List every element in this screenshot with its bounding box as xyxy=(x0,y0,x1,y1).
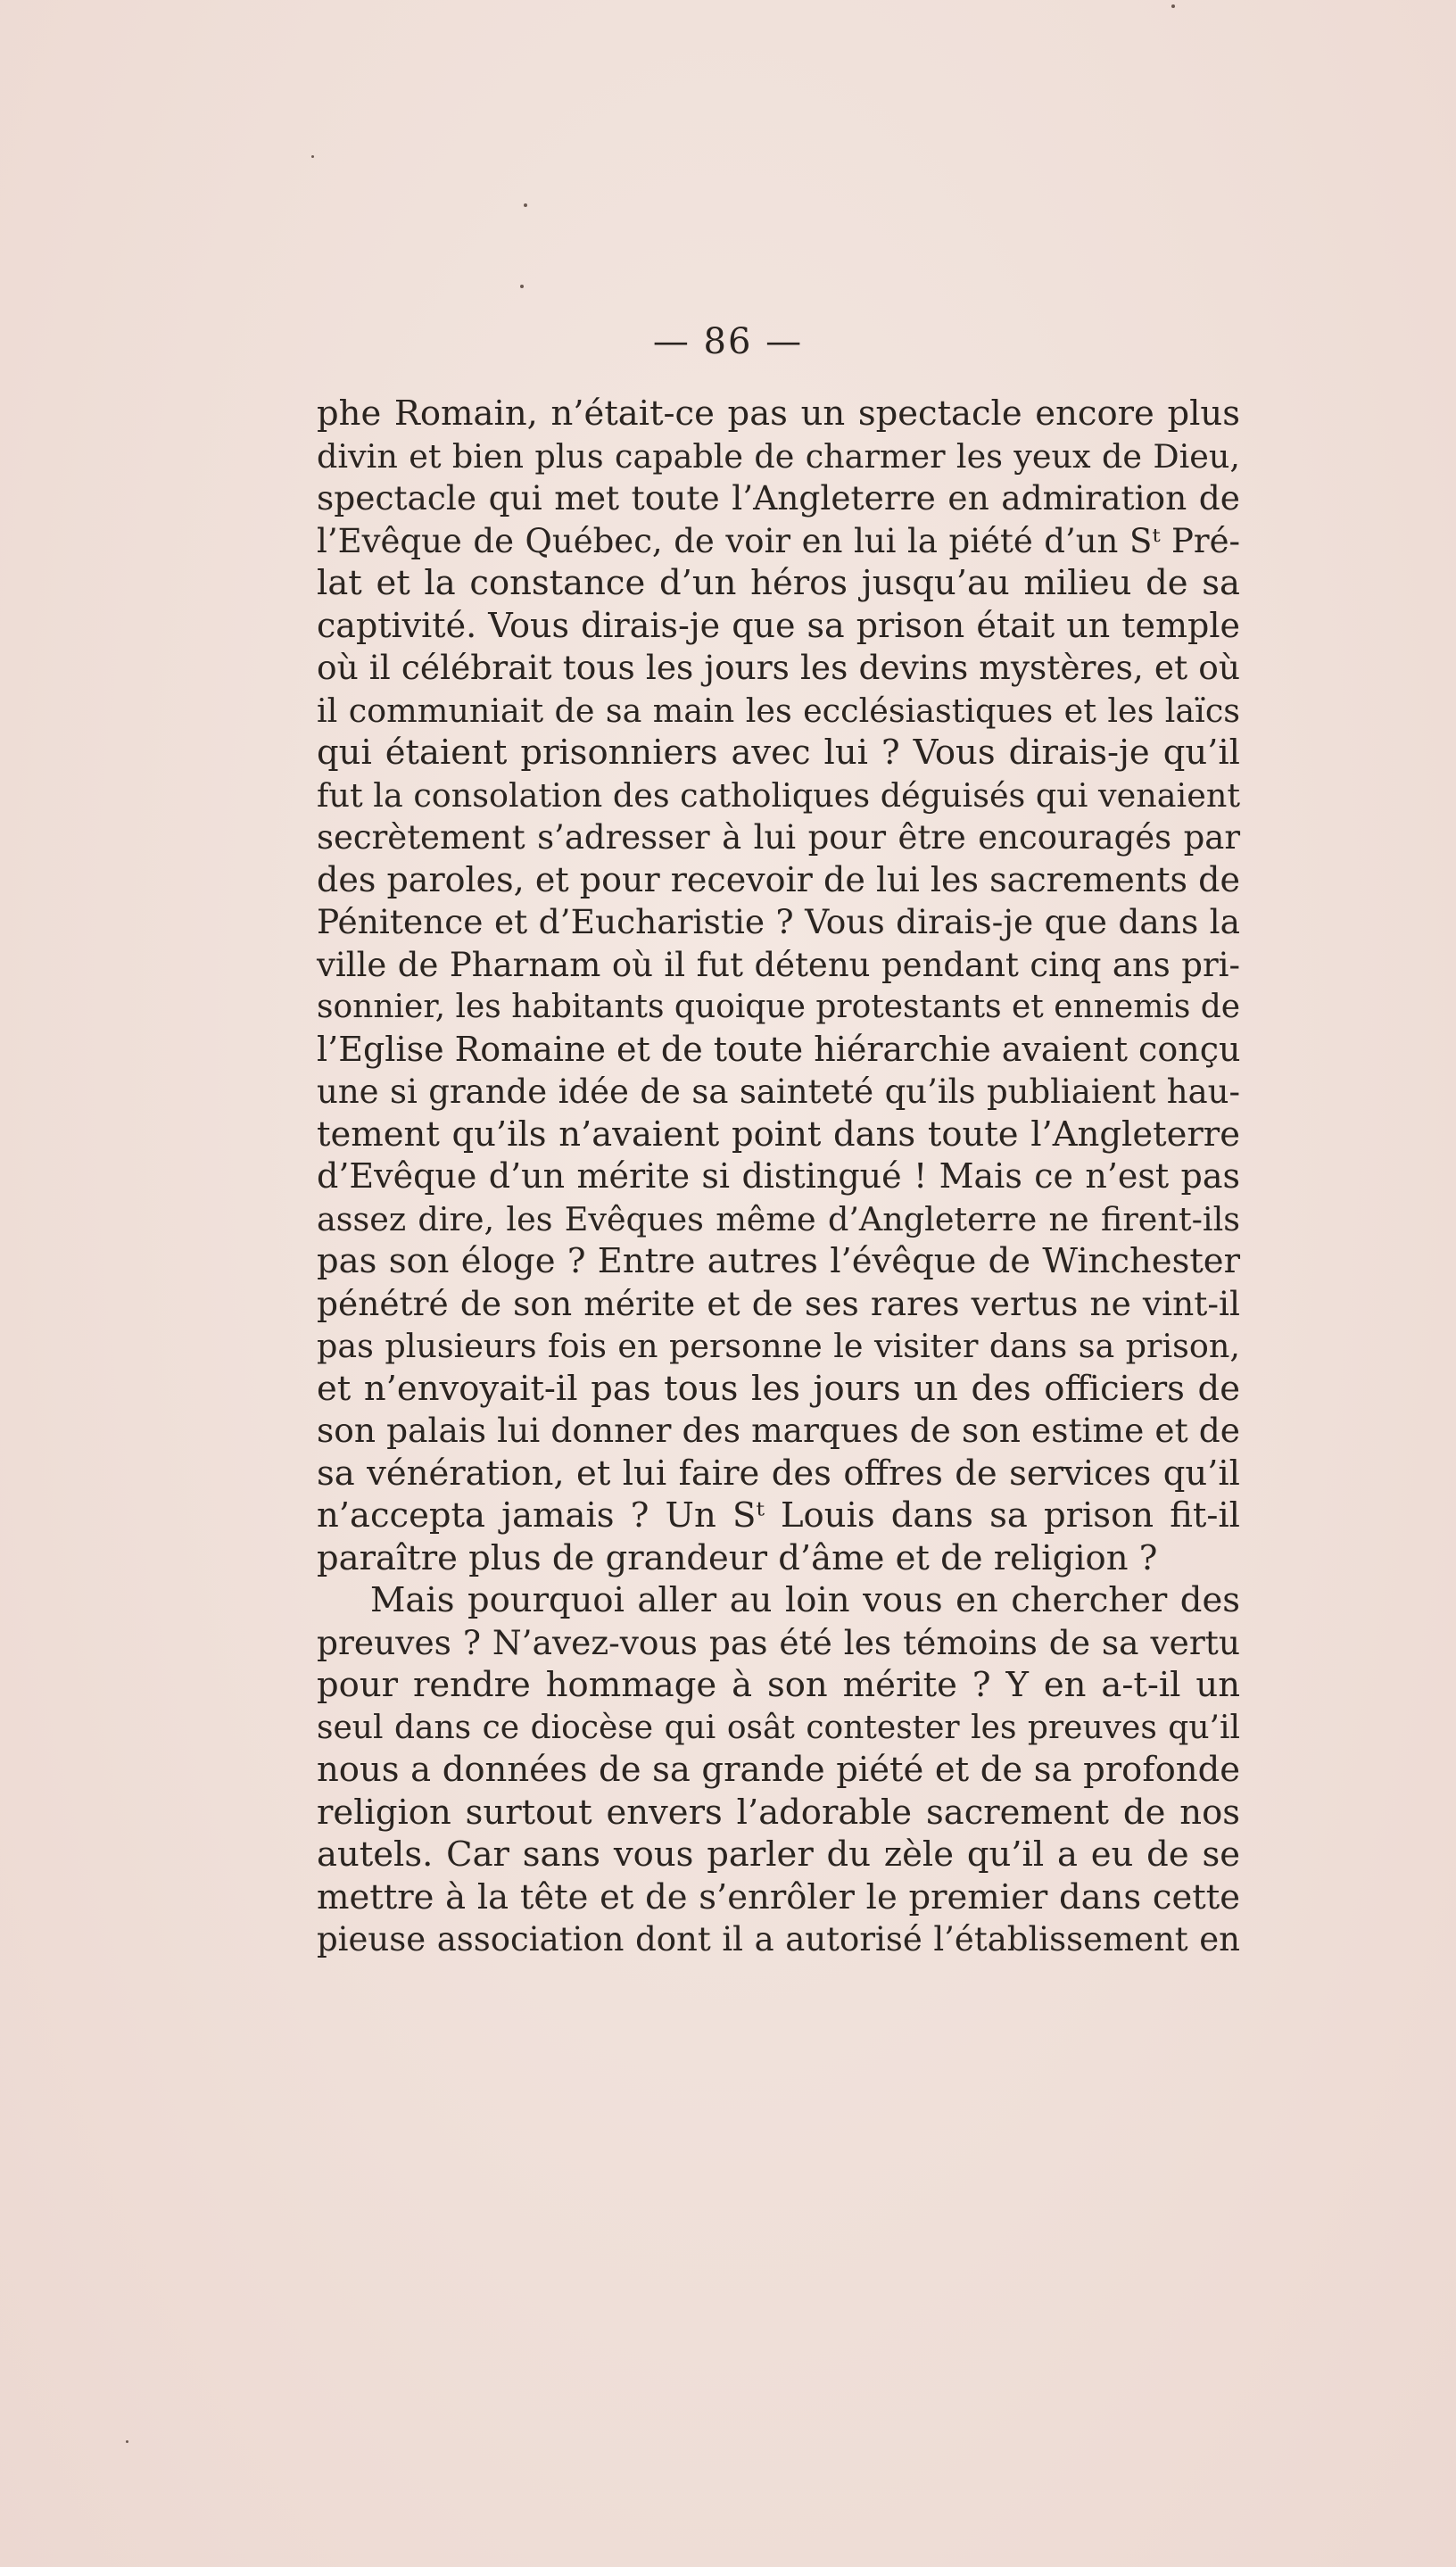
text-line: captivité. Vous dirais-je que sa prison était un temple xyxy=(317,605,1240,645)
text-line: pénétré de son mérite et de ses rares vertus ne vint-il xyxy=(317,1283,1240,1323)
text-line: paraître plus de grandeur d’âme et de religion ? xyxy=(317,1537,1158,1578)
text-line: et n’envoyait-il pas tous les jours un des officiers de xyxy=(317,1368,1240,1409)
text-line: religion surtout envers l’adorable sacrement de nos xyxy=(317,1792,1240,1833)
text-line: lat et la constance d’un héros jusqu’au milieu de sa xyxy=(317,563,1240,603)
paper-speck xyxy=(1171,4,1175,8)
text-line: preuves ? N’avez-vous pas été les témoins de sa vertu xyxy=(317,1622,1240,1662)
text-line: où il célébrait tous les jours les devins mystères, et où xyxy=(317,648,1240,687)
text-line: pour rendre hommage à son mérite ? Y en a-t-il un xyxy=(317,1665,1240,1705)
text-line: sonnier, les habitants quoique protestants et ennemis de xyxy=(317,989,1241,1025)
text-line: son palais lui donner des marques de son estime et de xyxy=(317,1411,1240,1450)
text-line: n’accepta jamais ? Un Sᵗ Louis dans sa prison fit-il xyxy=(317,1495,1240,1536)
text-line: fut la consolation des catholiques déguisés qui venaient xyxy=(317,775,1240,815)
text-line: Mais pourquoi aller au loin vous en chercher des xyxy=(370,1580,1240,1620)
text-line: pieuse association dont il a autorisé l’établissement en xyxy=(317,1920,1240,1958)
text-line: d’Evêque d’un mérite si distingué ! Mais ce n’est pas xyxy=(317,1156,1240,1196)
text-line: il communiait de sa main les ecclésiastiques et les laïcs xyxy=(317,691,1240,730)
text-line: ville de Pharnam où il fut détenu pendant cinq ans pri- xyxy=(317,945,1240,984)
text-line: tement qu’ils n’avaient point dans toute l’Angleterre xyxy=(317,1114,1240,1155)
text-line: l’Eglise Romaine et de toute hiérarchie avaient conçu xyxy=(317,1029,1241,1069)
text-line: Pénitence et d’Eucharistie ? Vous dirais-je que dans la xyxy=(317,902,1240,941)
text-line: phe Romain, n’était-ce pas un spectacle encore plus xyxy=(317,393,1240,434)
text-line: nous a données de sa grande piété et de sa profonde xyxy=(317,1750,1240,1790)
text-line: assez dire, les Evêques même d’Angleterre ne firent-ils xyxy=(317,1199,1240,1238)
text-line: secrètement s’adresser à lui pour être encouragés par xyxy=(317,818,1240,857)
text-line: une si grande idée de sa sainteté qu’ils publiaient hau- xyxy=(317,1072,1240,1111)
paragraph xyxy=(317,393,1240,1579)
paper-speck xyxy=(524,203,527,207)
text-line: l’Evêque de Québec, de voir en lui la piété d’un Sᵗ Pré- xyxy=(317,521,1240,560)
text-line: seul dans ce diocèse qui osât contester les preuves qu’il xyxy=(317,1709,1240,1746)
paper-speck xyxy=(126,2440,128,2443)
page-number: — 86 — xyxy=(652,321,804,362)
text-line: spectacle qui met toute l’Angleterre en admiration de xyxy=(317,478,1240,518)
paper-speck xyxy=(520,285,524,288)
text-line: pas son éloge ? Entre autres l’évêque de Winchester xyxy=(317,1241,1240,1281)
text-line: pas plusieurs fois en personne le visiter dans sa prison, xyxy=(317,1327,1240,1365)
paragraph xyxy=(317,1579,1240,1961)
text-line: sa vénération, et lui faire des offres de services qu’il xyxy=(317,1453,1240,1494)
text-line: divin et bien plus capable de charmer les yeux de Dieu, xyxy=(317,436,1240,476)
text-line: autels. Car sans vous parler du zèle qu’il a eu de se xyxy=(317,1834,1240,1875)
page-body xyxy=(317,393,1240,1961)
text-line: qui étaient prisonniers avec lui ? Vous dirais-je qu’il xyxy=(317,733,1240,773)
text-line: des paroles, et pour recevoir de lui les sacrements de xyxy=(317,859,1240,899)
paper-speck xyxy=(311,155,314,158)
text-line: mettre à la tête et de s’enrôler le premier dans cette xyxy=(317,1876,1240,1917)
